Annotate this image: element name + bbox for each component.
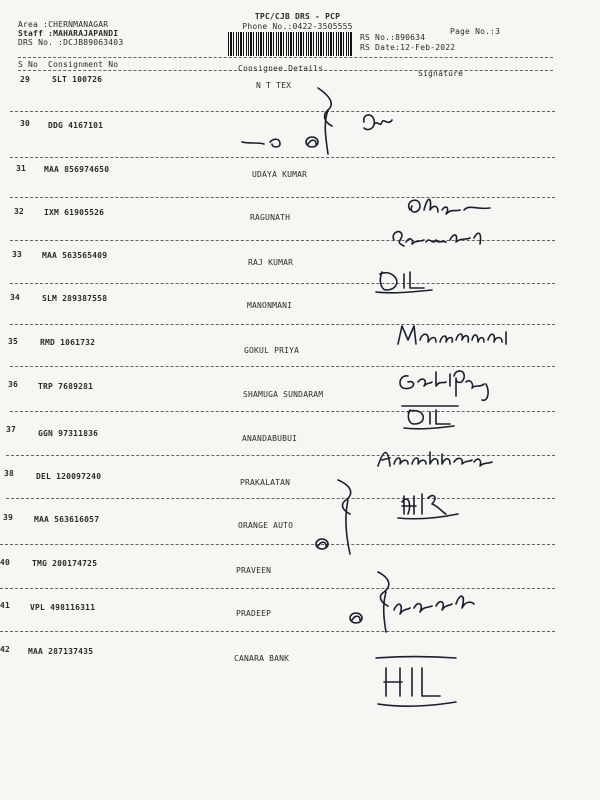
consignment-number: DDG 4167101 xyxy=(48,121,104,130)
row-sno: 29 xyxy=(20,75,31,84)
row-sno: 33 xyxy=(12,250,23,259)
row-sno: 35 xyxy=(8,337,19,346)
rs-info-block xyxy=(360,33,455,53)
consignment-number: SLM 289387558 xyxy=(42,294,108,303)
consignee-name: PRAKALATAN xyxy=(240,478,291,487)
barcode xyxy=(228,32,352,56)
consignee-name: RAGUNATH xyxy=(250,213,291,222)
row-divider xyxy=(18,57,553,58)
consignee-name: PRADEEP xyxy=(236,609,272,618)
signature-anandhaba xyxy=(374,444,496,476)
header-center-block xyxy=(230,12,365,32)
row-sno: 40 xyxy=(0,558,11,567)
consignee-name: ORANGE AUTO xyxy=(238,521,294,530)
consignment-number: MAA 563616057 xyxy=(34,515,100,524)
consignment-number: IXM 61905526 xyxy=(44,208,105,217)
page-number: Page No.:3 xyxy=(450,27,501,36)
consignee-name: RAJ KUMAR xyxy=(248,258,294,267)
consignment-number: MAA 856974650 xyxy=(44,165,110,174)
consignment-number: MAA 563565409 xyxy=(42,251,108,260)
consignment-number: MAA 287137435 xyxy=(28,647,94,656)
consignment-number: DEL 120097240 xyxy=(36,472,102,481)
row-divider xyxy=(10,411,555,412)
row-sno: 36 xyxy=(8,380,19,389)
row-sno: 34 xyxy=(10,293,21,302)
handwritten-mark-38-39 xyxy=(308,474,518,560)
row-sno: 37 xyxy=(6,425,17,434)
row-divider xyxy=(18,70,553,71)
signature-ragunath xyxy=(380,184,510,262)
column-heading-sno: S No xyxy=(18,60,39,69)
consignment-number: GGN 97311836 xyxy=(38,429,99,438)
row-sno: 32 xyxy=(14,207,25,216)
column-heading-signature: Signature xyxy=(418,69,464,78)
row-divider xyxy=(10,283,555,284)
handwritten-mark-40-41 xyxy=(338,566,488,636)
signature-dil-36 xyxy=(398,402,462,432)
rs-date: RS Date:12-Feb-2022 xyxy=(360,43,456,52)
rs-number: RS No.:890634 xyxy=(360,33,426,42)
signature-hil-42 xyxy=(372,650,462,714)
handwritten-mark-29-30 xyxy=(240,84,410,162)
consignment-number: RMD 1061732 xyxy=(40,338,96,347)
consignee-name: SHAMUGA SUNDARAM xyxy=(243,390,324,399)
consignee-name: GOKUL PRIYA xyxy=(244,346,300,355)
consignment-number: VPL 498116311 xyxy=(30,603,96,612)
signature-dil-33 xyxy=(372,262,442,298)
row-sno: 39 xyxy=(3,513,14,522)
row-sno: 41 xyxy=(0,601,11,610)
phone-number: Phone No.:0422-3505555 xyxy=(242,22,353,31)
drs-number: DRS No. :DCJB89063403 xyxy=(18,38,124,47)
row-sno: 42 xyxy=(0,645,11,654)
staff-label: Staff :MAHARAJAPANDI xyxy=(18,29,119,38)
column-heading-consignment: Consignment No xyxy=(48,60,119,69)
consignment-number: SLT 100726 xyxy=(52,75,103,84)
row-sno: 30 xyxy=(20,119,31,128)
consignment-number: TRP 7689281 xyxy=(38,382,94,391)
consignment-number: TMG 200174725 xyxy=(32,559,98,568)
consignee-name: CANARA BANK xyxy=(234,654,290,663)
consignee-name: PRAVEEN xyxy=(236,566,272,575)
signature-manonmani xyxy=(392,318,522,354)
consignee-name: MANONMANI xyxy=(247,301,293,310)
area-label: Area :CHERNMANAGAR xyxy=(18,20,109,29)
column-heading-consignee: Consignee Details xyxy=(238,64,324,73)
document-title: TPC/CJB DRS - PCP xyxy=(254,12,341,21)
consignee-name: ANANDABUBUI xyxy=(242,434,298,443)
consignee-name: N T TEX xyxy=(256,81,292,90)
header-left-block xyxy=(18,20,123,47)
row-sno: 38 xyxy=(4,469,15,478)
consignee-name: UDAYA KUMAR xyxy=(252,170,308,179)
row-sno: 31 xyxy=(16,164,27,173)
